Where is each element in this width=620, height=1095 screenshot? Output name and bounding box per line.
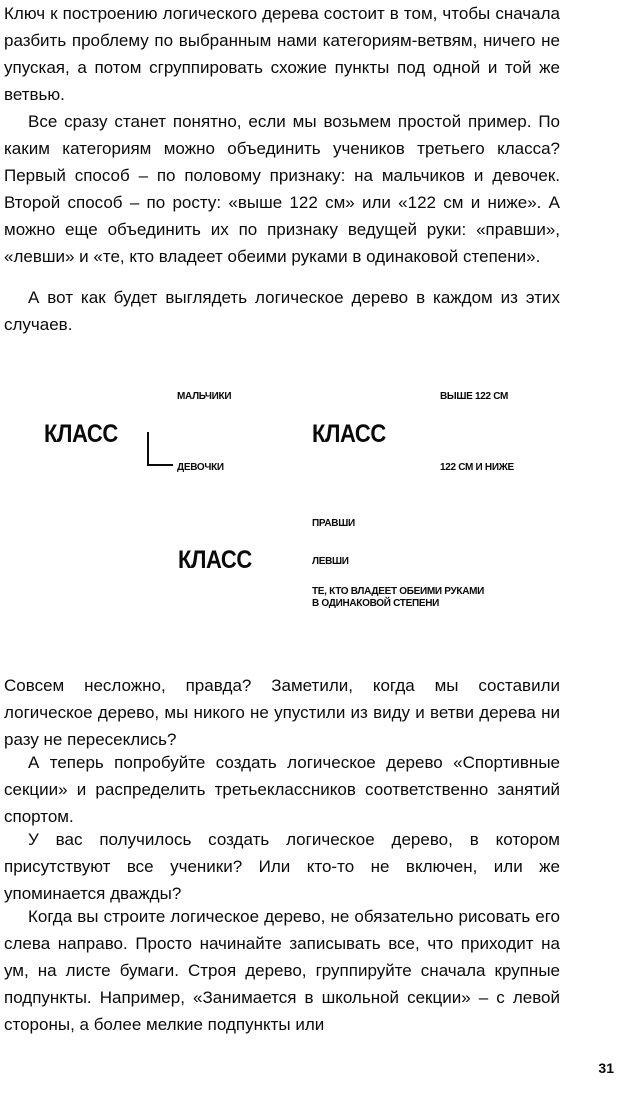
tree3-root: КЛАСС [178, 546, 252, 574]
paragraph-2: Все сразу станет понятно, если мы возьмем простой пример. По каким категориям можно объединить учеников третьего класса? Первый способ – по половому признаку: на мальчиков и девочек. Второй способ – по росту: «выше 122 см» или «122 см и ниже». А можно еще объединить их по признаку ведущей руки: «правши», «левши» и «те, кто владеет обеими руками в одинаковой степени». [4, 112, 560, 266]
tree1-branch-boys: МАЛЬЧИКИ [177, 391, 232, 402]
tree3-branch-left-handed: ЛЕВШИ [312, 556, 349, 567]
tree1-horizontal-line [147, 464, 173, 466]
tree3-branch-right-handed: ПРАВШИ [312, 518, 355, 529]
page-number: 31 [598, 1060, 614, 1076]
tree1-branch-girls: ДЕВОЧКИ [177, 462, 224, 473]
paragraph-3: А вот как будет выглядеть логическое дерево в каждом из этих случаев. [4, 288, 560, 334]
tree2-branch-shorter: 122 СМ И НИЖЕ [440, 462, 514, 473]
tree3-branch-both-hands-line2: В ОДИНАКОВОЙ СТЕПЕНИ [312, 598, 440, 609]
paragraph-5: А теперь попробуйте создать логическое дерево «Спортивные секции» и распределить третьеклассников соответственно занятий спортом. [4, 753, 560, 826]
paragraph-1: Ключ к построению логического дерева состоит в том, чтобы сначала разбить проблему по выбранным нами категориям-ветвям, ничего не упуская, а потом сгруппировать схожие пункты под одной и той же ветвью. [4, 4, 560, 104]
paragraph-7: Когда вы строите логическое дерево, не обязательно рисовать его слева направо. Просто начинайте записывать все, что приходит на ум, на листе бумаги. Строя дерево, группируйте сначала крупные подпункты. Например, «Занимается в школьной секции» – с левой стороны, а более мелкие подпункты или [4, 907, 560, 1034]
tree2-root: КЛАСС [312, 420, 386, 448]
paragraph-4: Совсем несложно, правда? Заметили, когда мы составили логическое дерево, мы никого не упустили из виду и ветви дерева ни разу не пересеклись? [4, 676, 560, 749]
tree1-vertical-line [147, 432, 149, 466]
paragraph-6: У вас получилось создать логическое дерево, в котором присутствуют все ученики? Или кто-то не включен, или же упоминается дважды? [4, 830, 560, 903]
tree1-root: КЛАСС [44, 420, 118, 448]
tree3-branch-both-hands-line1: ТЕ, КТО ВЛАДЕЕТ ОБЕИМИ РУКАМИ [312, 586, 485, 597]
tree2-branch-taller: ВЫШЕ 122 СМ [440, 391, 509, 402]
